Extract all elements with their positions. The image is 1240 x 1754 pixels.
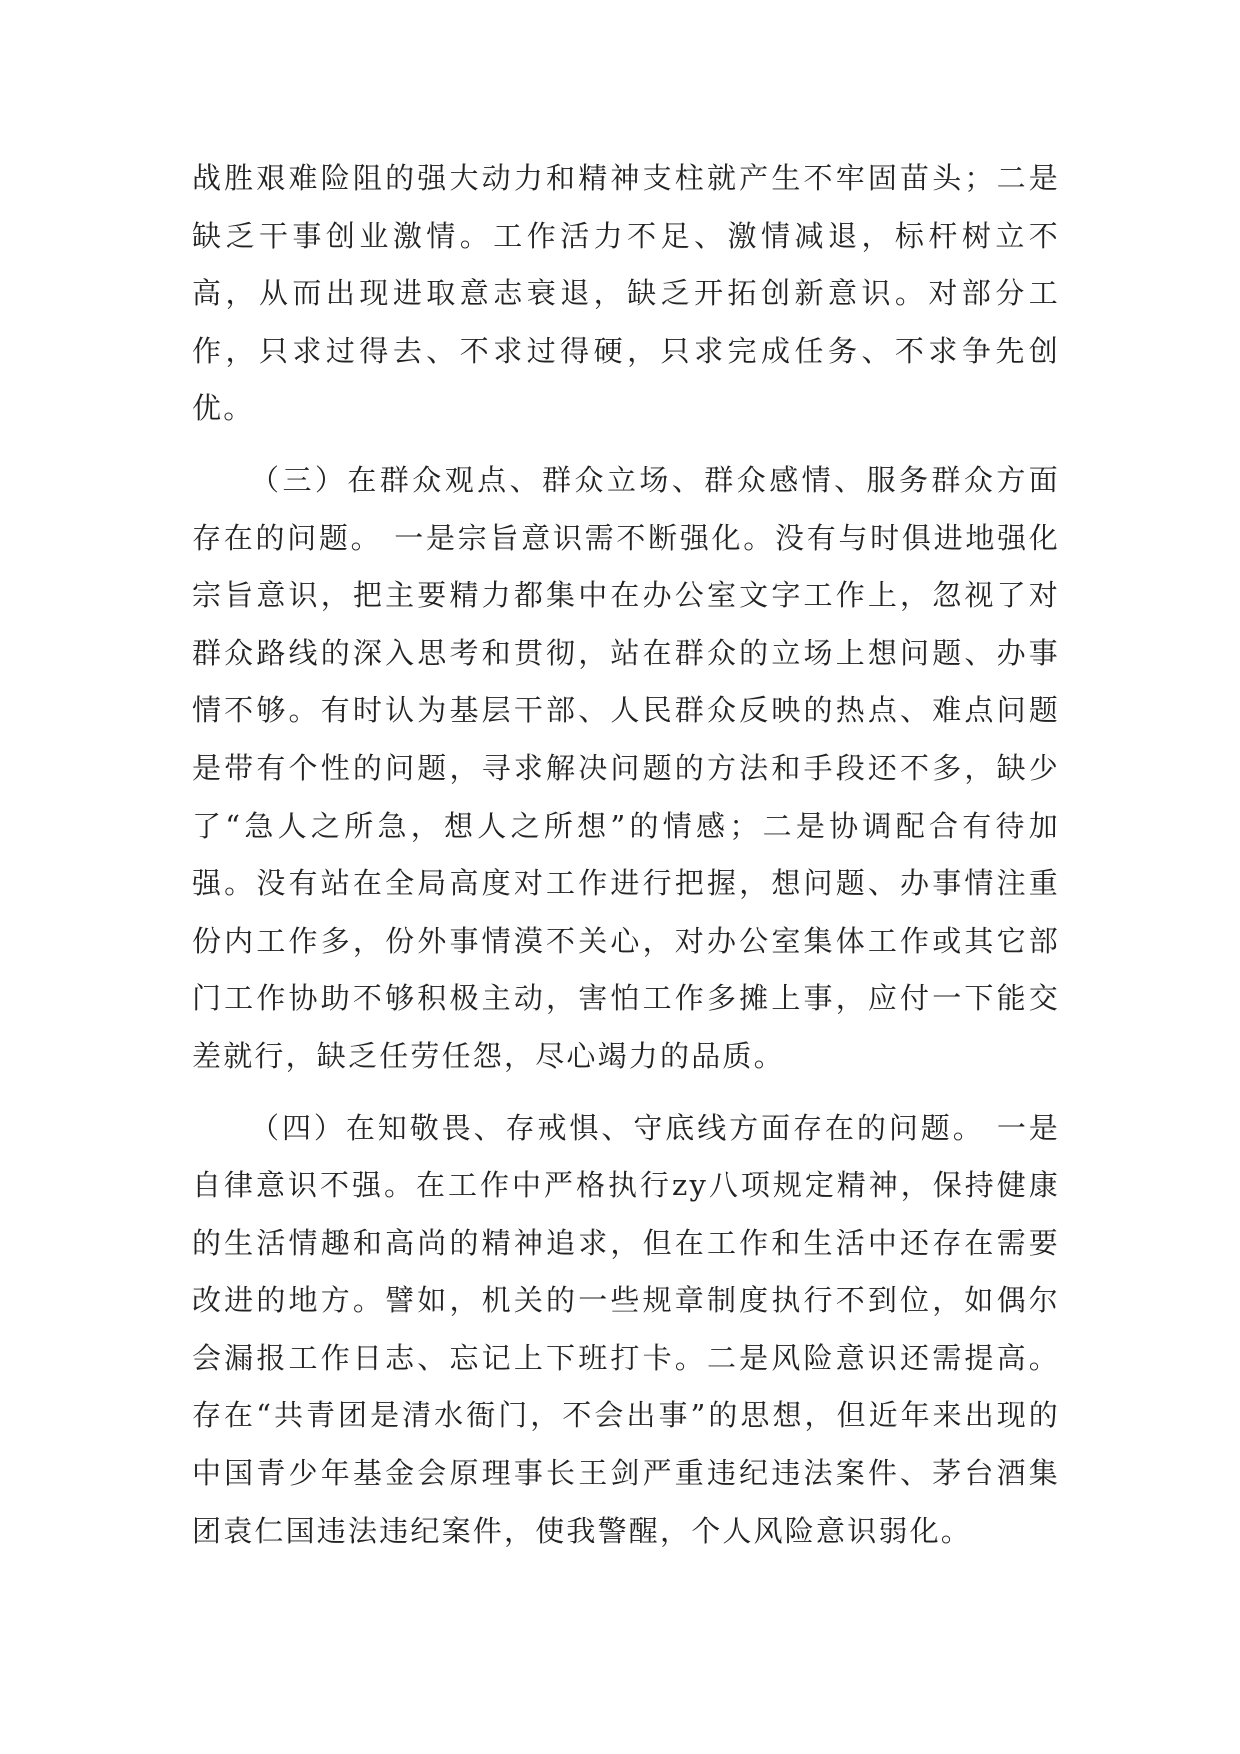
paragraph-continuation: 战胜艰难险阻的强大动力和精神支柱就产生不牢固苗头；二是缺乏干事创业激情。工作活力不足、激情减退，标杆树立不高，从而出现进取意志衰退，缺乏开拓创新意识。对部分工作，只求过得去、不求过得硬，只求完成任务、不求争先创优。 <box>192 161 1060 426</box>
paragraph-section-three: （三）在群众观点、群众立场、群众感情、服务群众方面存在的问题。 一是宗旨意识需不断强化。没有与时俱进地强化宗旨意识，把主要精力都集中在办公室文字工作上，忽视了对群众路线的深入思考和贯彻，站在群众的立场上想问题、办事情不够。有时认为基层干部、人民群众反映的热点、难点问题是带有个性的问题，寻求解决问题的方法和手段还不多，缺少了“急人之所急，想人之所想”的情感；二是协调配合有待加强。没有站在全局高度对工作进行把握，想问题、办事情注重份内工作多，份外事情漠不关心，对办公室集体工作或其它部门工作协助不够积极主动，害怕工作多摊上事，应付一下能交差就行，缺乏任劳任怨，尽心竭力的品质。 <box>192 462 1060 1073</box>
document-body <box>192 150 1060 1560</box>
paragraph-section-four: （四）在知敬畏、存戒惧、守底线方面存在的问题。 一是自律意识不强。在工作中严格执行zy八项规定精神，保持健康的生活情趣和高尚的精神追求，但在工作和生活中还存在需要改进的地方。譬如，机关的一些规章制度执行不到位，如偶尔会漏报工作日志、忘记上下班打卡。二是风险意识还需提高。存在“共青团是清水衙门，不会出事”的思想，但近年来出现的中国青少年基金会原理事长王剑严重违纪违法案件、茅台酒集团袁仁国违法违纪案件，使我警醒，个人风险意识弱化。 <box>192 1110 1060 1548</box>
